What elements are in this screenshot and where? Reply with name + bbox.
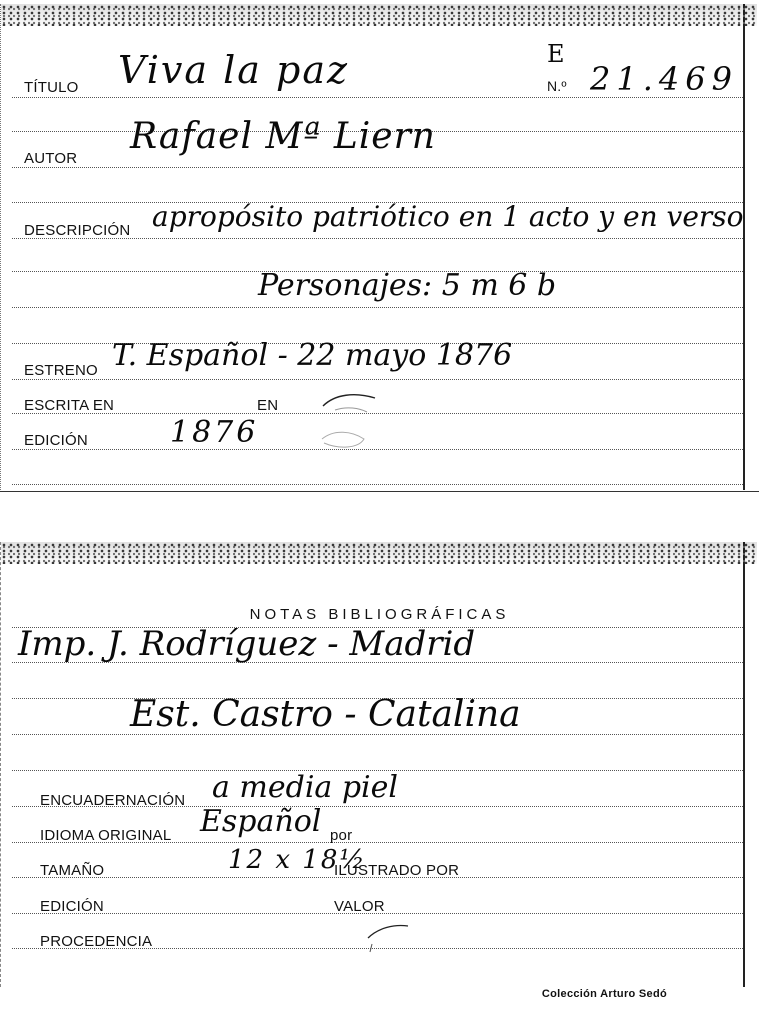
edicion-bottom-label: EDICIÓN [40,898,104,915]
descripcion-label: DESCRIPCIÓN [24,222,131,239]
descripcion-personajes: Personajes: 5 m 6 b [258,268,557,303]
idioma-original-value: Español [200,804,322,839]
notas-heading: NOTAS BIBLIOGRÁFICAS [249,606,510,623]
rule-line [12,379,743,380]
encuadernacion-label: ENCUADERNACIÓN [40,792,186,809]
numero-label: N.º [547,78,567,94]
titulo-label: TÍTULO [24,79,79,96]
numero-prefix-mark: E [547,40,565,68]
estreno-value: T. Español - 22 mayo 1876 [112,338,513,373]
por-label: por [330,827,353,844]
titulo-value: Viva la paz [118,48,350,92]
rule-line [12,307,743,308]
note-line-2: Est. Castro - Catalina [130,694,521,735]
tamano-value: 12 x 18½ [228,845,367,875]
edicion-label: EDICIÓN [24,432,88,449]
descripcion-value: apropósito patriótico en 1 acto y en verso [152,200,744,233]
idioma-original-label: IDIOMA ORIGINAL [40,827,172,844]
autor-label: AUTOR [24,150,78,167]
ink-smudge [315,388,385,418]
en-label: EN [257,397,279,414]
numero-value: 21.469 [590,60,738,98]
rule-line [12,484,743,485]
rule-line [12,167,743,168]
encuadernacion-value: a media piel [212,770,398,805]
valor-label: VALOR [334,898,385,915]
escrita-en-label: ESCRITA EN [24,397,115,414]
ink-smudge [312,425,372,453]
procedencia-label: PROCEDENCIA [40,933,153,950]
estreno-label: ESTRENO [24,362,98,379]
card-divider [0,491,759,492]
ink-mark [360,918,420,958]
rule-line [12,449,743,450]
ilustrado-por-label: ILUSTRADO POR [334,862,460,879]
collection-credit: Colección Arturo Sedó [541,988,667,1000]
autor-value: Rafael Mª Liern [130,116,436,157]
torn-edge [1,542,757,564]
tamano-label: TAMAÑO [40,862,105,879]
note-line-1: Imp. J. Rodríguez - Madrid [18,624,476,664]
torn-edge [1,4,757,26]
edicion-value: 1876 [170,415,259,450]
